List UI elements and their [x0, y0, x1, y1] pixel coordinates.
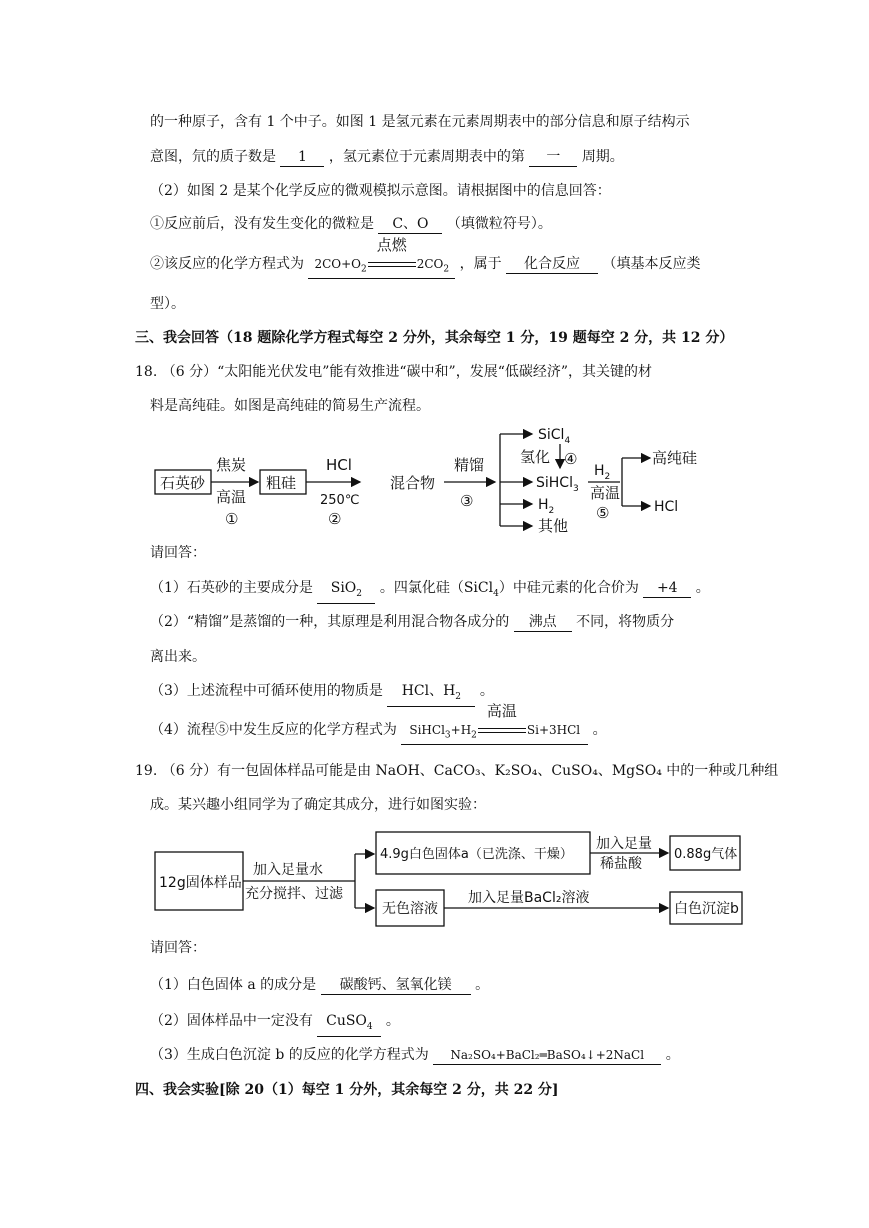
condition-label: 精馏 — [454, 456, 485, 474]
text-line: （2）如图 2 是某个化学反应的微观模拟示意图。请根据图中的信息回答： — [150, 183, 611, 199]
answer-blank: CuSO$_4$ — [317, 1013, 381, 1037]
condition-label: 充分搅拌、过滤 — [245, 886, 343, 902]
answer-blank: 化合反应 — [506, 256, 598, 274]
answer-blank: 碳酸钙、氢氧化镁 — [321, 977, 471, 995]
condition-label: 高温 — [216, 488, 247, 506]
text-segment: 意图，氘的质子数是 — [150, 149, 276, 165]
text-line: （3）上述流程中可循环使用的物质是 HCl、$H_2$ 。 — [150, 681, 494, 707]
svg-text:H2: $H_2$ — [594, 463, 611, 482]
answer-blank: 1 — [280, 149, 324, 167]
condition-label: 稀盐酸 — [600, 856, 642, 872]
question-stem: 18. （6 分）“太阳能光伏发电”能有效推进“碳中和”，发展“低碳经济”，其关键的材 — [135, 364, 653, 380]
step-number: ② — [328, 510, 342, 528]
condition-label: 250℃ — [320, 493, 360, 508]
text-line: （2）固体样品中一定没有 CuSO$_4$ 。 — [150, 1011, 400, 1037]
node-label: 混合物 — [390, 474, 436, 492]
reaction-condition: 高温 — [486, 702, 517, 720]
condition-label: HCl — [326, 456, 352, 474]
svg-text:SiHCl3: SiHCl$_3$ — [536, 475, 579, 494]
prompt-text: 请回答： — [150, 940, 206, 956]
question-stem: 19. （6 分）有一包固体样品可能是由 NaOH、CaCO₃、K₂SO₄、CuSO₄、MgSO₄ 中的一种或几种组 — [135, 763, 779, 779]
text-segment: （填基本反应类 — [602, 256, 701, 272]
condition-label: 氢化 — [520, 448, 551, 466]
equation-answer: $SiHCl_3+H_2$ 高温 Si+3HCl — [401, 722, 588, 745]
node-label: 粗硅 — [266, 474, 297, 492]
equation-answer: $2CO+O_2$ 点燃 $2CO_2$ — [308, 256, 455, 279]
section-heading: 四、我会实验[除 20（1）每空 1 分外，其余每空 2 分，共 22 分] — [135, 1082, 559, 1098]
condition-label: 加入足量BaCl₂溶液 — [468, 890, 590, 906]
text-segment: ②该反应的化学方程式为 — [150, 256, 304, 272]
node-label: 其他 — [538, 517, 569, 535]
text-line: （3）生成白色沉淀 b 的反应的化学方程式为 Na₂SO₄+BaCl₂═BaSO₄↓+2NaCl 。 — [150, 1047, 680, 1063]
answer-blank: 沸点 — [514, 614, 572, 632]
text-segment: ，属于 — [459, 256, 502, 272]
text-segment: （填微粒符号）。 — [446, 216, 552, 232]
node-label: HCl — [654, 499, 679, 515]
node-label: 12g固体样品 — [159, 875, 242, 891]
condition-label: 焦炭 — [216, 456, 247, 474]
text-line: 型）。 — [150, 296, 185, 312]
answer-blank: SiO$_2$ — [317, 580, 375, 604]
answer-blank: +4 — [643, 580, 691, 598]
text-segment: ①反应前后，没有发生变化的微粒是 — [150, 216, 374, 232]
answer-blank: HCl、$H_2$ — [387, 683, 475, 707]
node-label: 白色沉淀b — [674, 901, 739, 917]
condition-label: 高温 — [590, 484, 621, 502]
step-number: ① — [225, 510, 239, 528]
condition-label: 加入足量水 — [253, 862, 323, 878]
text-segment: ，氢元素位于元素周期表中的第 — [328, 149, 525, 165]
section-heading: 三、我会回答（18 题除化学方程式每空 2 分外，其余每空 1 分，19 题每空 2 分，共 12 分） — [135, 330, 734, 346]
step-number: ⑤ — [596, 504, 610, 522]
text-line: 离出来。 — [150, 649, 206, 665]
svg-text:H2: $H_2$ — [538, 497, 555, 516]
question-stem: 成。某兴趣小组同学为了确定其成分，进行如图实验： — [150, 797, 486, 813]
text-line: （1）石英砂的主要成分是 SiO$_2$ 。四氯化硅（SiCl$_4$）中硅元素的化合价为 +4 。 — [150, 578, 710, 604]
answer-blank: C、O — [378, 216, 442, 234]
text-line: 的一种原子，含有 1 个中子。如图 1 是氢元素在元素周期表中的部分信息和原子结构示 — [150, 114, 690, 130]
svg-text:SiCl4: SiCl$_4$ — [538, 427, 571, 446]
node-label: 石英砂 — [160, 474, 206, 492]
equals-sign — [478, 728, 526, 733]
text-line — [150, 214, 552, 234]
reaction-condition: 点燃 — [376, 236, 407, 254]
experiment-flow-diagram — [150, 826, 750, 932]
text-segment: 周期。 — [581, 149, 624, 165]
text-line: （1）白色固体 a 的成分是 碳酸钙、氢氧化镁 。 — [150, 977, 490, 993]
silicon-flow-diagram — [150, 420, 730, 536]
step-number: ④ — [564, 450, 578, 468]
text-line — [150, 147, 624, 167]
answer-blank: 一 — [529, 149, 577, 167]
condition-label: 加入足量 — [596, 836, 652, 852]
node-label: 高纯硅 — [652, 449, 698, 467]
node-label: 无色溶液 — [382, 901, 438, 917]
text-line: （2）“精馏”是蒸馏的一种，其原理是利用混合物各成分的 沸点 不同，将物质分 — [150, 614, 675, 630]
prompt-text: 请回答： — [150, 545, 206, 561]
question-stem: 料是高纯硅。如图是高纯硅的简易生产流程。 — [150, 398, 430, 414]
answer-blank: Na₂SO₄+BaCl₂═BaSO₄↓+2NaCl — [433, 1047, 661, 1065]
text-line — [150, 236, 701, 279]
node-label: 4.9g白色固体a（已洗涤、干燥） — [380, 847, 573, 862]
node-label: 0.88g气体 — [674, 847, 738, 862]
equals-sign — [368, 262, 416, 267]
step-number: ③ — [460, 492, 474, 510]
text-line: （4）流程⑤中发生反应的化学方程式为 $SiHCl_3+H_2$ 高温 Si+3HCl 。 — [150, 720, 607, 745]
